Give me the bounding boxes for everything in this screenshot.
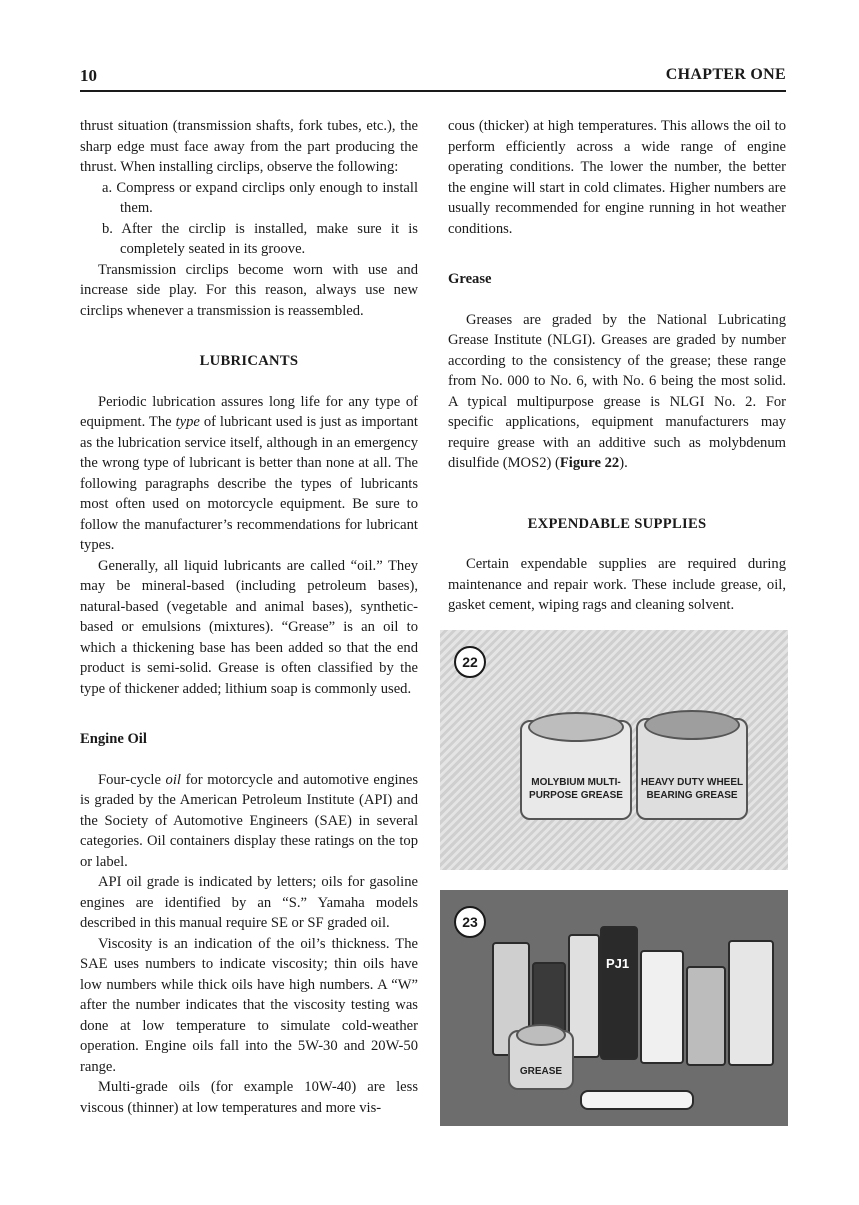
emphasis-oil: oil bbox=[165, 771, 181, 788]
chapter-title: CHAPTER ONE bbox=[665, 66, 786, 83]
aerosol-can bbox=[728, 940, 774, 1066]
can-label: HEAVY DUTY WHEEL BEARING GREASE bbox=[640, 777, 744, 801]
heading-engine-oil: Engine Oil bbox=[80, 731, 147, 747]
paragraph-api-grade: API oil grade is indicated by letters; oils for gasoline engines are identified by an “S.” Yamaha models described in this manual require SE or SF graded oil. bbox=[80, 874, 418, 931]
list-item-a: a. Compress or expand circlips only enough to install them. bbox=[102, 179, 418, 216]
right-column bbox=[448, 116, 786, 616]
paragraph-grease-grades: Greases are graded by the National Lubricating Grease Institute (NLGI). Greases are graded by number according to the consistency of the grease; these range from No. 000 to No. 6, with No. 6 being the most solid. A typical multipurpose grease is NLGI No. 2. For specific applications, equipment manufacturers may require grease with an additive such as molybdenum disulfide (MOS2) (Figure 22). bbox=[448, 311, 786, 471]
paragraph-viscosity: Viscosity is an indication of the oil’s thickness. The SAE uses numbers to indicate viscosity; thin oils have low numbers while thick oils have high numbers. A “W” after the number indicates that the viscosity testing was done at low temperature to simulate cold-weather operation. Engine oils fall into the 5W-30 and 20W-50 range. bbox=[80, 935, 418, 1075]
spray-bottle bbox=[640, 950, 684, 1064]
heading-grease: Grease bbox=[448, 271, 492, 287]
list-item-b: b. After the circlip is installed, make sure it is completely seated in its groove. bbox=[102, 220, 418, 257]
page-number: 10 bbox=[80, 66, 97, 85]
paragraph-transmission-circlips: Transmission circlips become worn with use and increase side play. For this reason, always use new circlips whenever a transmission is reassembled. bbox=[80, 261, 418, 319]
grease-can-molybdenum bbox=[520, 720, 632, 820]
emphasis-type: type bbox=[175, 414, 200, 430]
figure-number-badge: 22 bbox=[454, 646, 486, 678]
aerosol-can bbox=[686, 966, 726, 1066]
can-label: GREASE bbox=[519, 1066, 563, 1077]
figure-reference-22[interactable]: Figure 22 bbox=[559, 455, 620, 471]
paragraph-viscosity-continued: cous (thicker) at high temperatures. This allows the oil to perform efficiently across a wide range of engine operating conditions. The lower the number, the better the engine will start in cold climates. Higher numbers are usually recommended for engine running in hot weather conditions. bbox=[448, 118, 786, 237]
figure-22-photo bbox=[440, 630, 788, 870]
heading-lubricants: LUBRICANTS bbox=[199, 353, 299, 369]
paragraph-circlip-thrust: thrust situation (transmission shafts, fork tubes, etc.), the sharp edge must face away from the part producing the thrust. When installing circlips, observe the following: bbox=[80, 118, 418, 175]
paragraph-four-cycle-oil: Four-cycle oil for motorcycle and automotive engines is graded by the American Petroleum Institute (API) and the Society of Automotive Engineers (SAE) in several categories. Oil containers display these ratings on the top or label. bbox=[80, 771, 418, 870]
paragraph-multi-grade: Multi-grade oils (for example 10W-40) are less viscous (thinner) at low temperatures and more vis- bbox=[80, 1079, 418, 1116]
grease-tub bbox=[508, 1030, 574, 1090]
product-label: PJ1 bbox=[606, 956, 630, 971]
paragraph-oil-definition: Generally, all liquid lubricants are called “oil.” They may be mineral-based (including petroleum bases), natural-based (vegetable and animal bases), synthetic-based or emulsions (mixtures). “Grease” is an oil to which a thickening base has been added so that the end product is semi-solid. Grease is often classified by the type of thickener added; lithium soap is commonly used. bbox=[80, 557, 418, 697]
figure-number-badge: 23 bbox=[454, 906, 486, 938]
pj1-spray-can bbox=[600, 926, 638, 1060]
grease-can-wheel-bearing bbox=[636, 718, 748, 820]
figure-23-photo bbox=[440, 890, 788, 1126]
header-rule bbox=[80, 90, 786, 92]
gasket-cement-tube bbox=[580, 1090, 694, 1110]
paragraph-expendable-supplies: Certain expendable supplies are required during maintenance and repair work. These include grease, oil, gasket cement, wiping rags and cleaning solvent. bbox=[448, 556, 786, 613]
heading-expendable-supplies: EXPENDABLE SUPPLIES bbox=[527, 515, 707, 532]
paragraph-periodic-lubrication: Periodic lubrication assures long life for any type of equipment. The type of lubricant used is just as important as the lubrication service itself, although in an emergency the wrong type of lubricant is better than none at all. The following paragraphs describe the types of lubricants most often used on motorcycle equipment. Be sure to follow the manufacturer’s recommendations for lubricant types. bbox=[80, 393, 418, 553]
can-label: MOLYBIUM MULTI-PURPOSE GREASE bbox=[529, 777, 623, 801]
left-column bbox=[80, 116, 418, 1118]
page-header bbox=[80, 66, 786, 88]
